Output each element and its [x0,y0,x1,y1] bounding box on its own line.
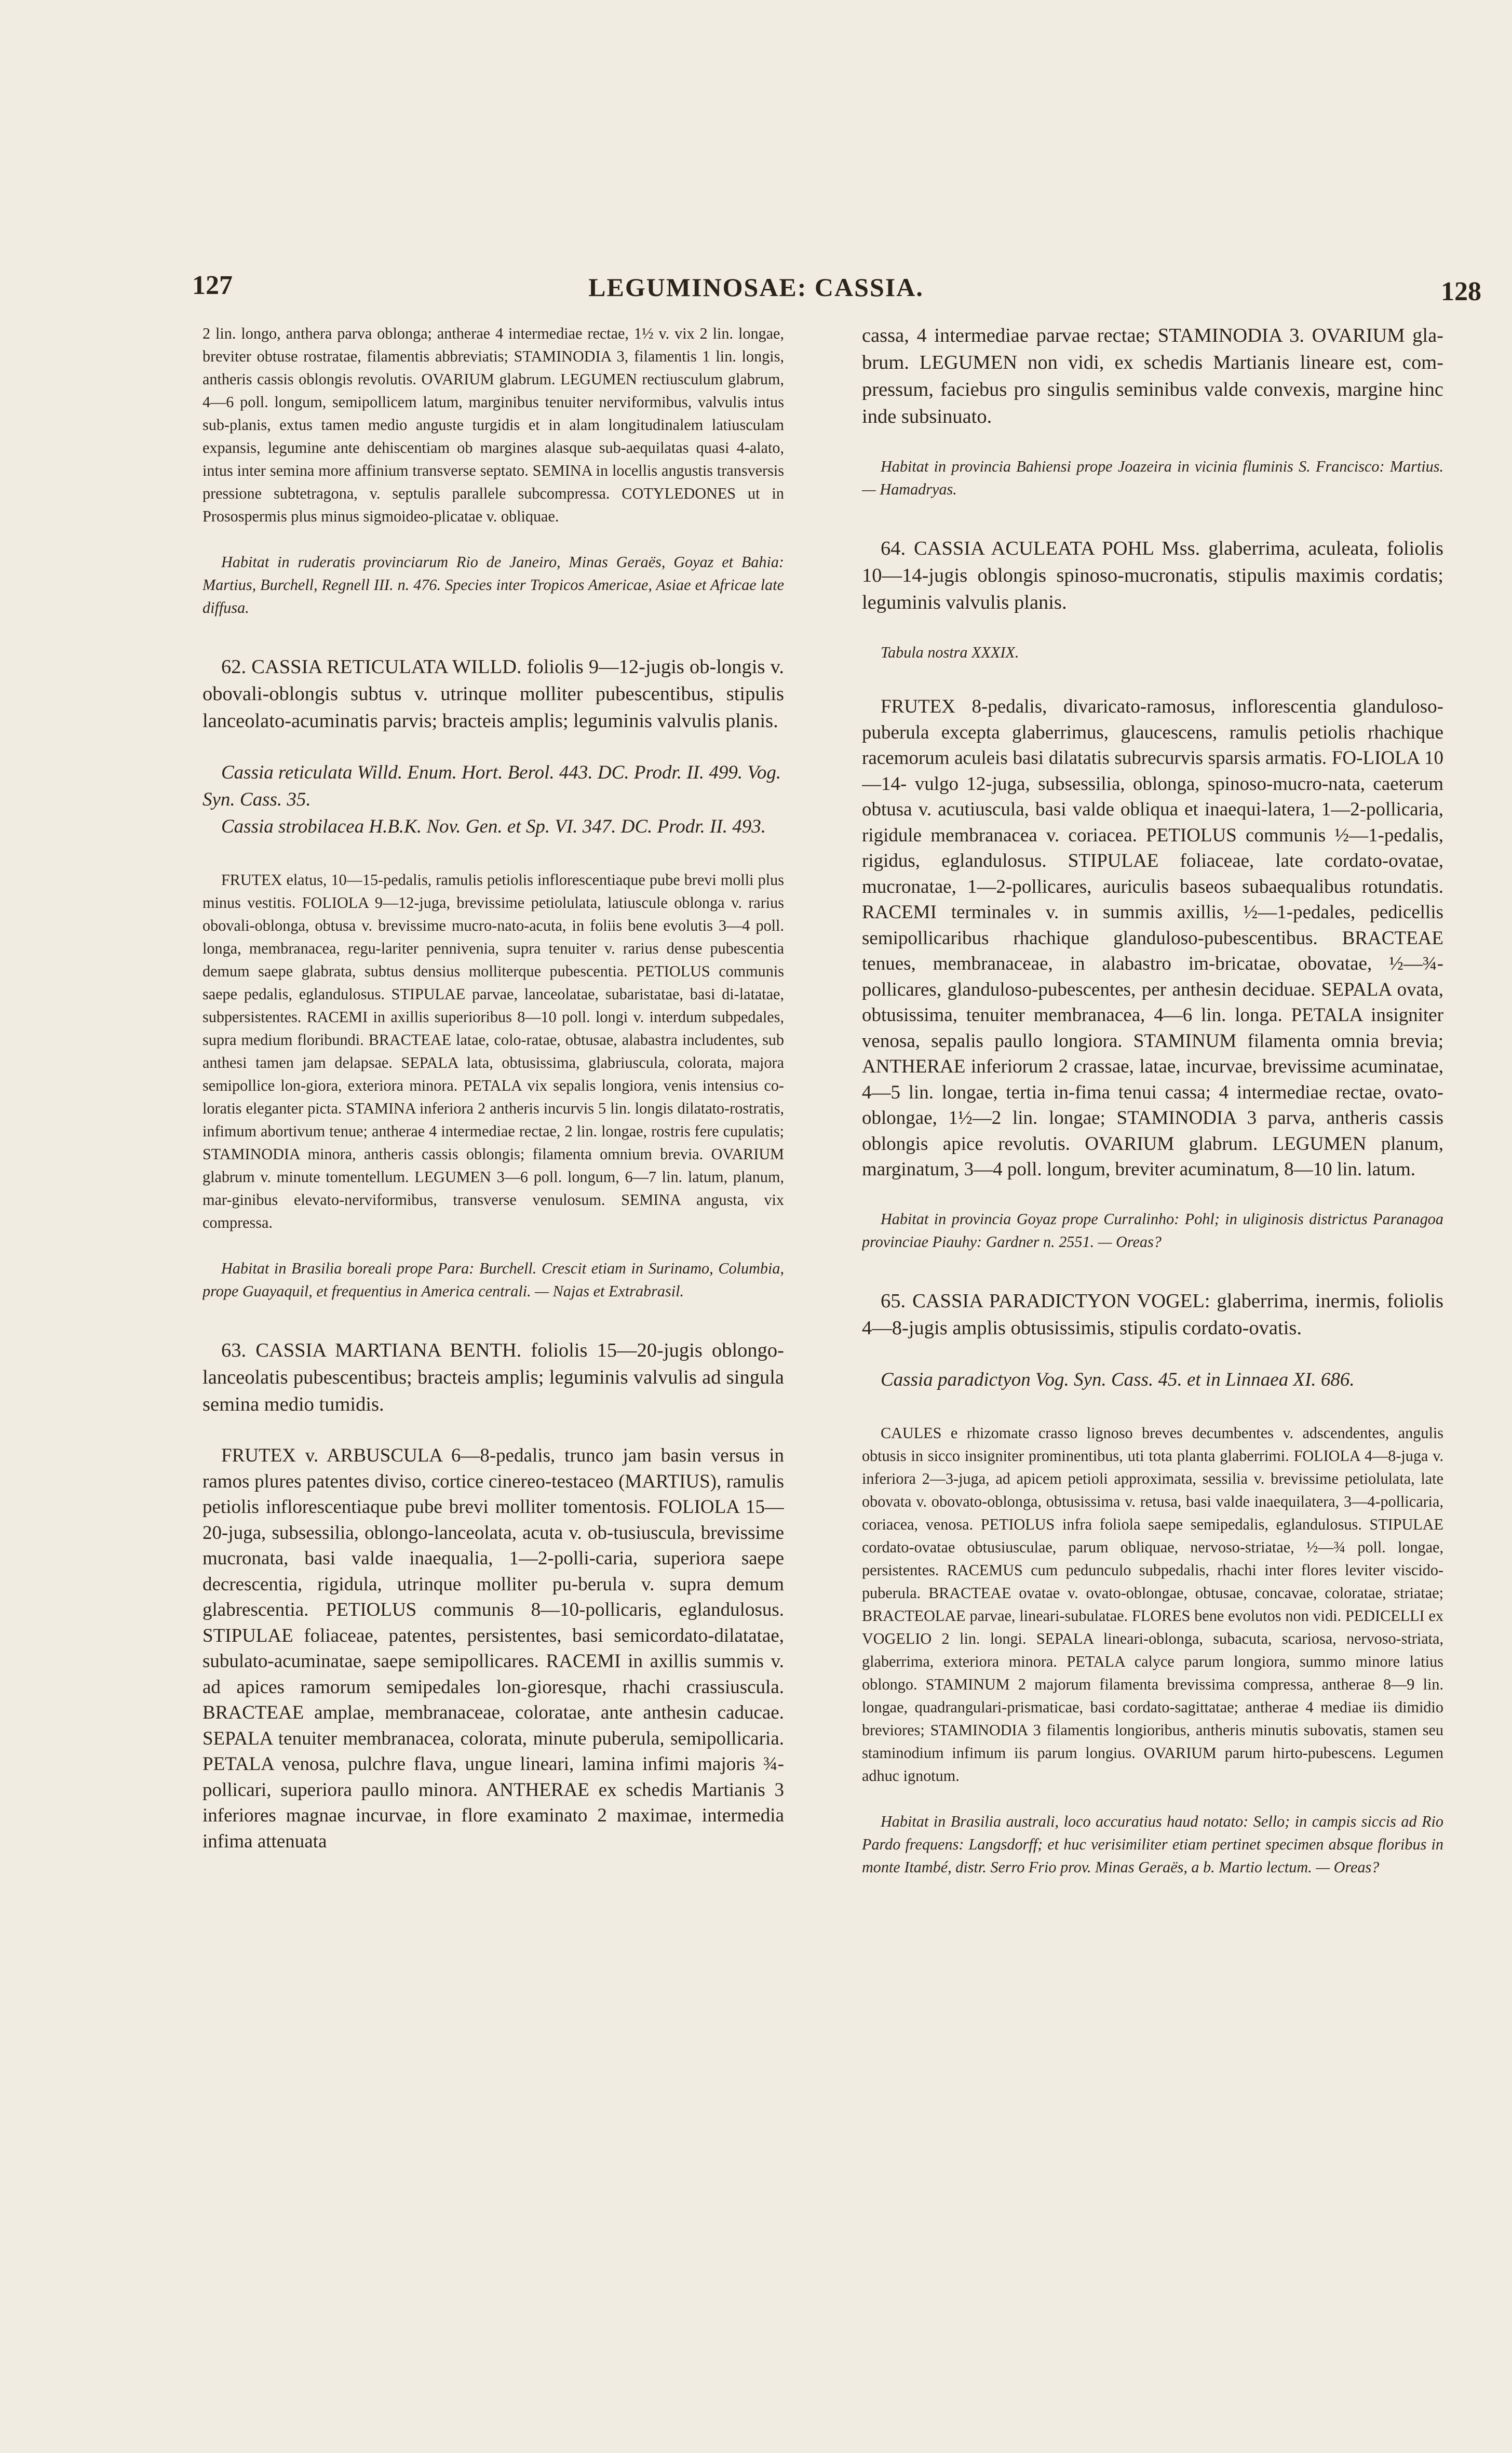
running-header [0,265,1512,306]
species-65-description: CAULES e rhizomate crasso lignoso breves decumbentes v. adscendentes, angulis obtusis in sicco insigniter prominentibus, uti tota planta glaberrimi. FOLIOLA 4—8-juga v. inferiora 2—3-juga, ad apicem petioli approximata, sessilia v. brevissime petiolulata, late obovata v. obovato-oblonga, obtusissima v. retusa, basi valde inaequilatera, 3—4-pollicaria, coriacea, venosa. PETIOLUS infra foliola saepe semipedalis, eglandulosus. STIPULAE cordato-ovatae obtusiusculae, parum obliquae, nervoso-striatae, ½—¾ poll. longae, persistentes. RACEMUS cum pedunculo subpedalis, rhachi inter flores leviter viscido-puberula. BRACTEAE ovatae v. ovato-oblongae, obtusae, concavae, coloratae, striatae; BRACTEOLAE parvae, lineari-subulatae. FLORES bene evolutos non vidi. PEDICELLI ex VOGELIO 2 lin. longi. SEPALA lineari-oblonga, subacuta, scariosa, nervoso-striata, glaberrima, exteriora minora. PETALA calyce parum longiora, summo minore latius oblongo. STAMINUM 2 majorum filamenta brevissima compressa, antherae 8—9 lin. longae, quadrangulari-prismaticae, basi cordato-sagittatae; antherae 4 mediae iis dimidio breviores; STAMINODIA 3 filamentis longioribus, antheris minutis subovatis, stamen seu staminodium infimum iis parum longius. OVARIUM parum hirto-pubescens. Legumen adhuc ignotum. [862,1424,1443,1785]
species-62-description: FRUTEX elatus, 10—15-pedalis, ramulis petiolis inflorescentiaque pube brevi molli plus minus vestitis. FOLIOLA 9—12-juga, brevissime petiolulata, latiuscule oblonga v. rarius obovali-oblonga, obtusa v. brevissime mucro-nato-acuta, in foliis bene evolutis 3—4 poll. longa, membranacea, regu-lariter pennivenia, supra tenuiter v. rarius dense pubescentia demum saepe glabrata, subtus densius molliterque pubescentia. PETIOLUS communis saepe pedalis, eglandulosus. STIPULAE parvae, lanceolatae, subaristatae, basi di-latatae, subpersistentes. RACEMI in axillis superioribus 8—10 poll. longi v. interdum subpedales, supra medium floribundi. BRACTEAE latae, colo-ratae, obtusae, alabastra includentes, sub anthesi tamen jam delapsae. SEPALA lata, obtusissima, glabriuscula, colorata, majora semipollice lon-giora, exteriora minora. PETALA vix sepalis longiora, venis intensius co-loratis eleganter picta. STAMINA inferiora 2 antheris incurvis 5 lin. longis dilatato-rostratis, infimum abortivum tenue; antherae 4 intermediae rectae, 2 lin. longae, rostris fere cupulatis; STAMINODIA minora, antheris cassis oblongis; filamenta omnium brevia. OVARIUM glabrum v. minute tomentellum. LEGUMEN 3—6 poll. longum, 6—7 lin. latum, planum, mar-ginibus elevato-nerviformibus, transverse venulosum. SEMINA angusta, vix compressa. [203,871,784,1231]
page-number-left: 127 [192,271,233,300]
habitat-64: Habitat in provincia Goyaz prope Curralinho: Pohl; in uliginosis districtus Paranagoa provinciae Piauhy: Gardner n. 2551. — Oreas? [862,1210,1443,1251]
synonymy-62 [203,759,784,840]
habitat-61: Habitat in ruderatis provinciarum Rio de Janeiro, Minas Geraës, Goyaz et Bahia: Martius, Burchell, Regnell III. n. 476. Species inter Tropicos Americae, Asiae et Africae late diffusa. [203,553,784,616]
right-column [862,322,1443,2114]
synonym-reticulata: Cassia reticulata Willd. Enum. Hort. Berol. 443. DC. Prodr. II. 499. Vog. Syn. Cass. 35. [203,762,781,810]
left-column [203,322,784,2296]
synonym-paradictyon: Cassia paradictyon Vog. Syn. Cass. 45. et in Linnaea XI. 686. [881,1369,1355,1390]
habitat-63: Habitat in provincia Bahiensi prope Joazeira in vicinia fluminis S. Francisco: Martius. — Hamadryas. [862,458,1443,498]
species-65-diagnosis: 65. CASSIA PARADICTYON VOGEL: glaberrima, inermis, foliolis 4—8-jugis amplis obtusissimis, stipulis cordato-ovatis. [862,1290,1443,1339]
plate-reference-64: Tabula nostra XXXIX. [881,644,1019,661]
synonymy-65 [862,1366,1443,1393]
species-63-diagnosis: 63. CASSIA MARTIANA BENTH. foliolis 15—20-jugis oblongo-lanceolatis pubescentibus; bracteis amplis; leguminis valvulis ad singula semina medio tumidis. [203,1339,784,1415]
species-63-description-continued: cassa, 4 intermediae parvae rectae; STAMINODIA 3. OVARIUM gla-brum. LEGUMEN non vidi, ex schedis Martianis lineare est, com-pressum, faciebus pro singulis seminibus valde convexis, margine hinc inde subsinuato. [862,325,1443,427]
continued-description: 2 lin. longo, anthera parva oblonga; antherae 4 intermediae rectae, 1½ v. vix 2 lin. longae, breviter obtuse rostratae, filamentis abbreviatis; STAMINODIA 3, filamentis 1 lin. longis, antheris cassis oblongis revolutis. OVARIUM glabrum. LEGUMEN rectiusculum glabrum, 4—6 poll. longum, semipollicem latum, marginibus tenuiter nerviformibus, valvulis intus sub-planis, extus tamen medio anguste turgidis et in alam longitudinalem latiusculam expansis, legumine ante dehiscentiam ob margines alasque sub-aequilatas quasi 4-alato, intus inter semina more affinium transverse septato. SEMINA in locellis angustis transversis pressione subtetragona, v. septulis parallele subcompressa. COTYLEDONES ut in Prosospermis plus minus sigmoideo-plicatae v. obliquae. [203,325,784,525]
habitat-62: Habitat in Brasilia boreali prope Para: Burchell. Crescit etiam in Surinamo, Columbia, prope Guayaquil, et frequentius in America centrali. — Najas et Extrabrasil. [203,1259,784,1300]
species-64-description: FRUTEX 8-pedalis, divaricato-ramosus, inflorescentia glanduloso-puberula excepta glaberrimus, glaucescens, ramulis petiolis rhachique racemorum aculeis basi dilatatis subrecurvis sparsis armatis. FO-LIOLA 10—14- vulgo 12-juga, subsessilia, oblonga, spinoso-mucro-nata, caeterum obtusa v. acutiuscula, basi valde obliqua et inaequi-latera, 1—2-pollicaria, rigidule membranacea v. coriacea. PETIOLUS communis ½—1-pedalis, rigidus, eglandulosus. STIPULAE foliaceae, late cordato-ovatae, mucronatae, 1—2-pollicares, auriculis baseos subaequalibus rotundatis. RACEMI terminales v. in summis axillis, ½—1-pedales, pedicellis semipollicaribus rhachique glanduloso-pubescentibus. BRACTEAE tenues, membranaceae, in alabastro im-bricatae, obovatae, ½—¾-pollicares, glanduloso-pubescentes, per anthesin deciduae. SEPALA ovata, obtusissima, tenuiter membranacea, 4—6 lin. longa. PETALA insigniter venosa, sepalis paullo longiora. STAMINUM filamenta omnia brevia; ANTHERAE inferiorum 2 crassae, latae, incurvae, brevissime acuminatae, 4—5 lin. longae, tertia in-fima tenui cassa; 4 intermediae rectae, ovato-oblongae, 1½—2 lin. longae; STAMINODIA 3 parva, antheris cassis oblongis apice revolutis. OVARIUM glabrum. LEGUMEN planum, marginatum, 3—4 poll. longum, breviter acuminatum, 8—10 lin. latum. [862,696,1443,1180]
running-title: LEGUMINOSAE: CASSIA. [588,273,924,302]
synonym-strobilacea: Cassia strobilacea H.B.K. Nov. Gen. et Sp. VI. 347. DC. Prodr. II. 493. [221,816,766,837]
species-64-diagnosis: 64. CASSIA ACULEATA POHL Mss. glaberrima, aculeata, foliolis 10—14-jugis oblongis spinoso-mucronatis, stipulis maximis cordatis; leguminis valvulis planis. [862,538,1443,613]
species-63-description: FRUTEX v. ARBUSCULA 6—8-pedalis, trunco jam basin versus in ramos plures patentes diviso, cortice cinereo-testaceo (MARTIUS), ramulis petiolis inflorescentiaque pube brevi molliter tomentosis. FOLIOLA 15—20-juga, subsessilia, oblongo-lanceolata, acuta v. ob-tusiuscula, brevissime mucronata, basi valde inaequalia, 1—2-polli-caria, superiora saepe decrescentia, rigidula, utrinque molliter pu-berula v. supra demum glabrescentia. PETIOLUS communis 8—10-pollicaris, eglandulosus. STIPULAE foliaceae, patentes, persistentes, basi semicordato-dilatatae, subulato-acuminatae, saepe semipollicares. RACEMI in axillis summis v. ad apices ramorum semipedales lon-gioresque, rhachi crassiuscula. BRACTEAE amplae, membranaceae, coloratae, ante anthesin caducae. SEPALA tenuiter membranacea, colorata, minute puberula, semipollicaria. PETALA venosa, pulchre flava, ungue lineari, lamina infimi majoris ¾-pollicari, superiora paullo minora. ANTHERAE ex schedis Martianis 3 inferiores magnae incurvae, in flore examinato 2 maximae, intermedia infima attenuata [203,1445,784,1852]
species-62-diagnosis: 62. CASSIA RETICULATA WILLD. foliolis 9—12-jugis ob-longis v. obovali-oblongis subtus v. utrinque molliter pubescentibus, stipulis lanceolato-acuminatis parvis; bracteis amplis; leguminis valvulis planis. [203,656,784,732]
page-number-right: 128 [1441,277,1481,306]
habitat-65: Habitat in Brasilia australi, loco accuratius haud notato: Sello; in campis siccis ad Rio Pardo frequens: Langsdorff; et huc verisimiliter etiam pertinet specimen absque floribus in monte Itambé, distr. Serro Frio prov. Minas Geraës, a b. Martio lectum. — Oreas? [862,1812,1443,1876]
